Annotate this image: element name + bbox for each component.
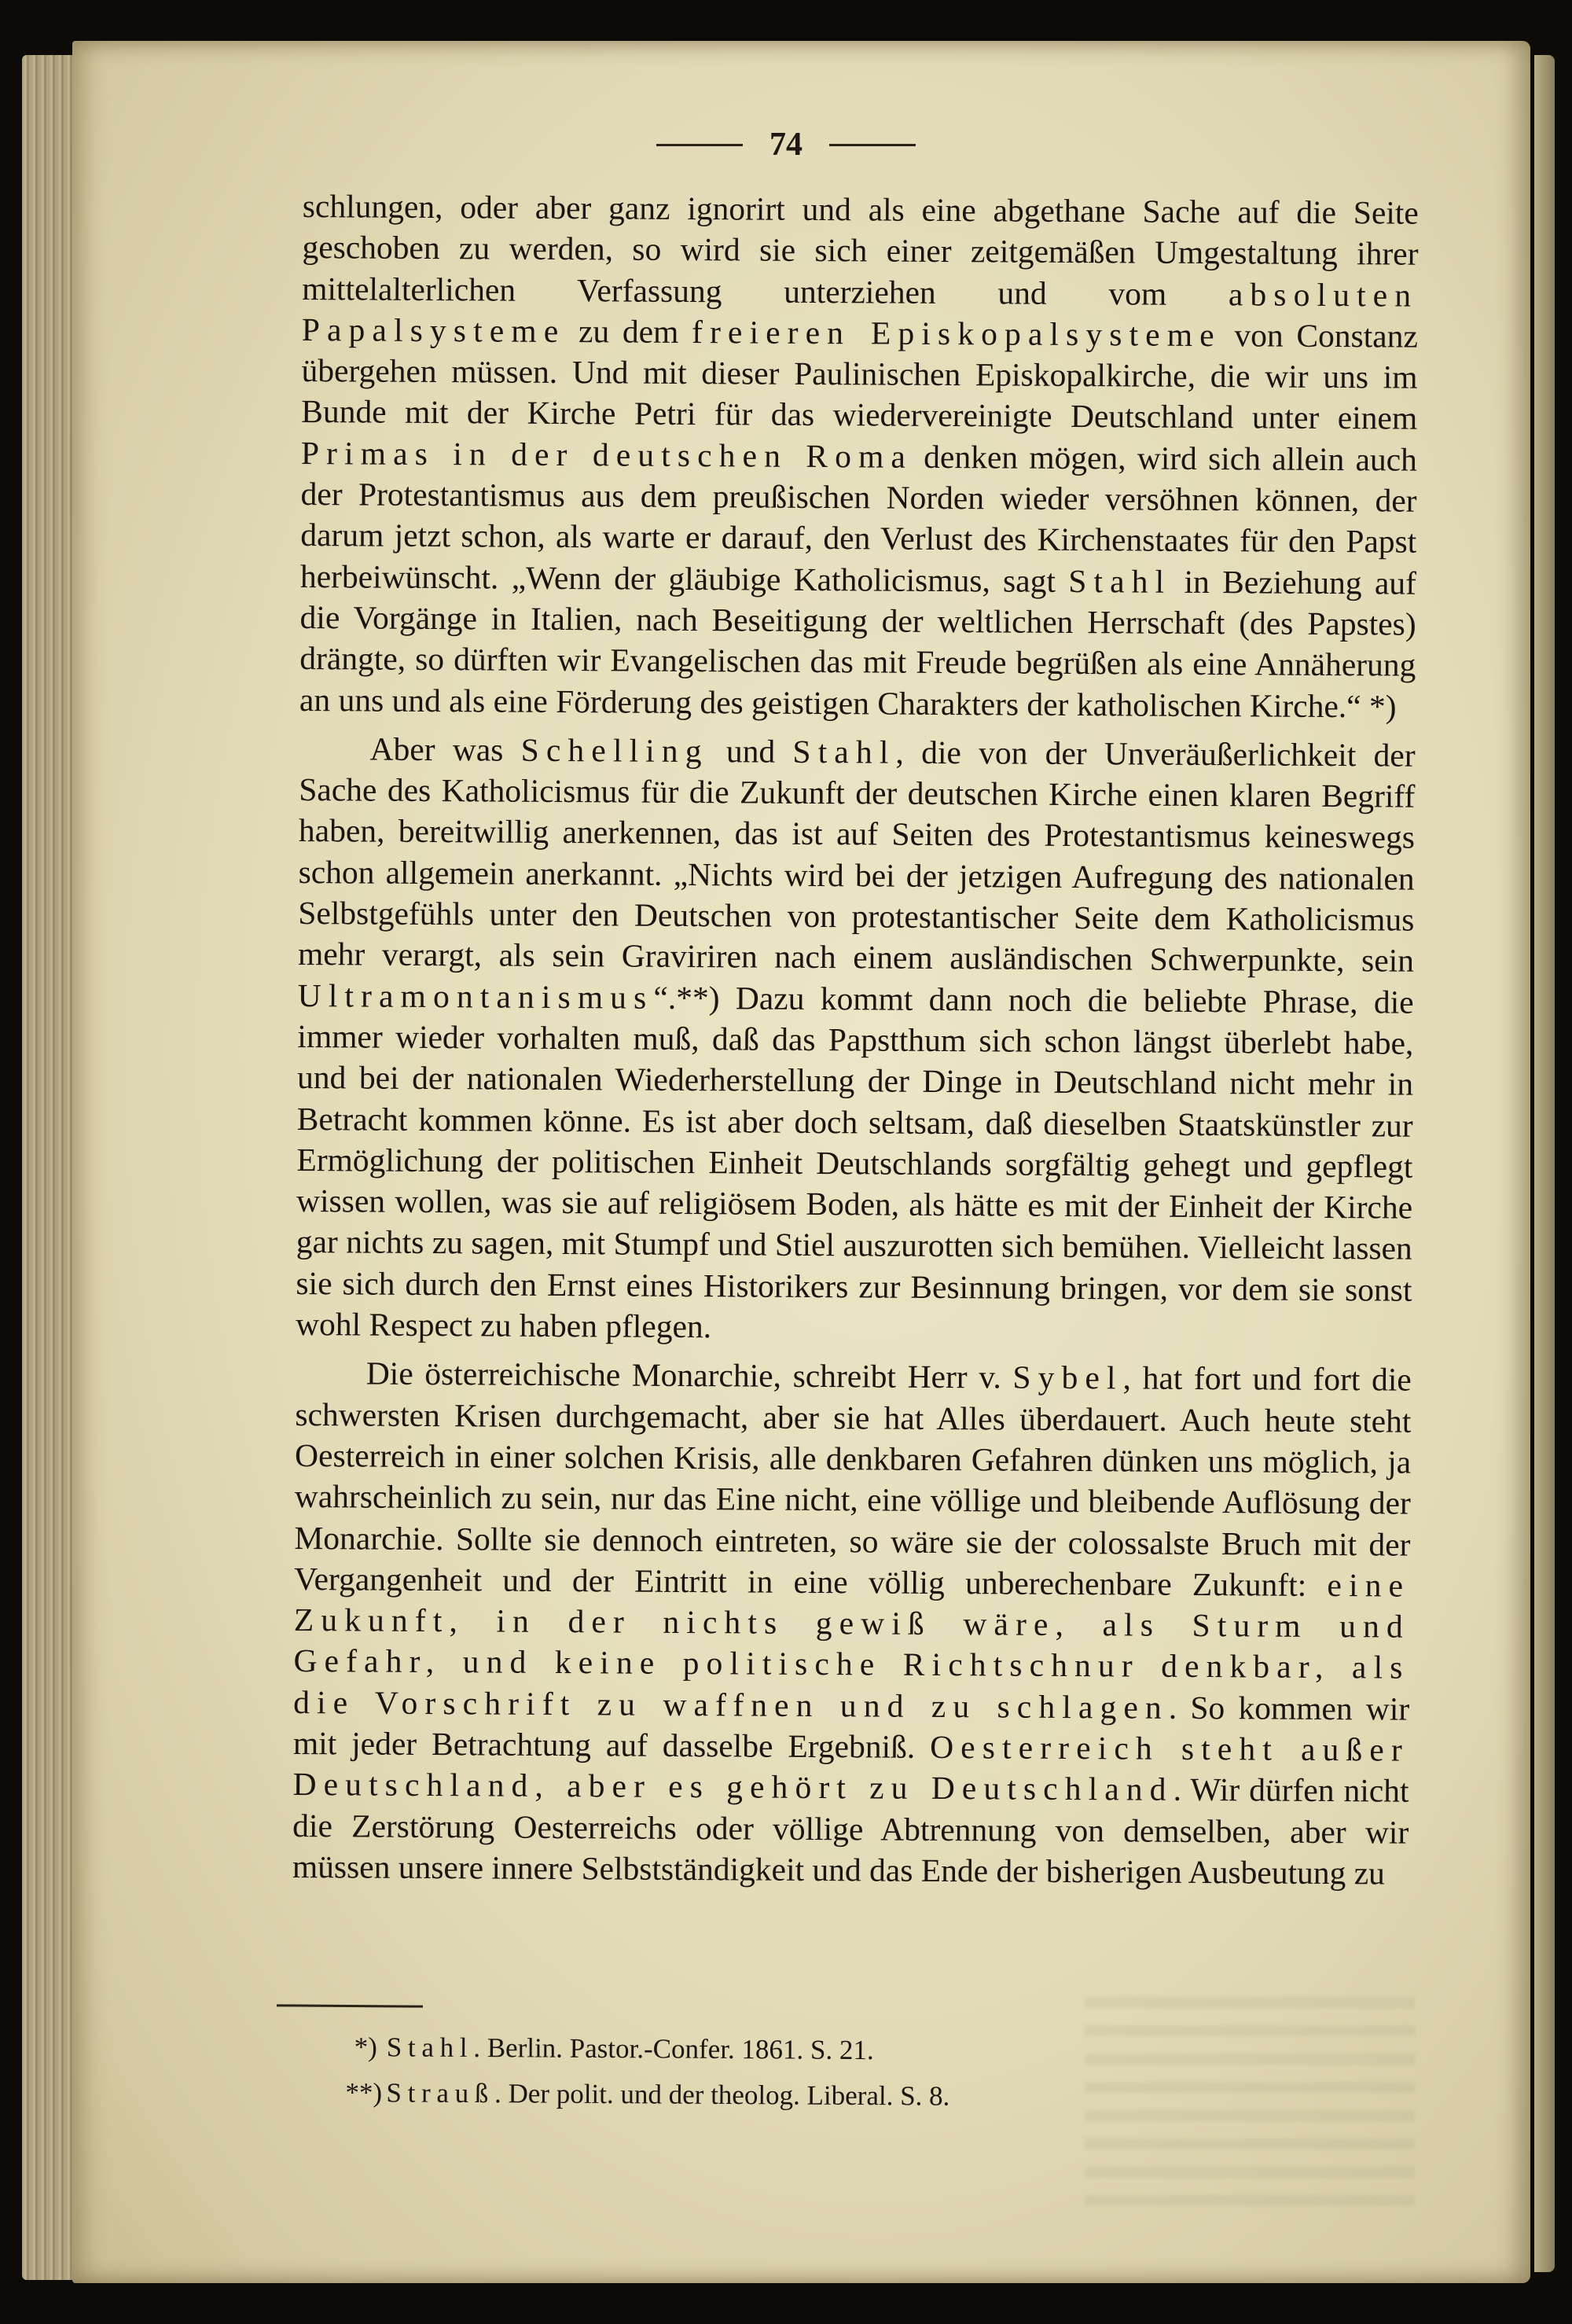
page-number: 74: [769, 127, 803, 163]
emphasized-text: Ultramontanismus: [297, 976, 654, 1016]
page-edges: [22, 55, 77, 2280]
text-segment: Aber was: [369, 730, 521, 768]
emphasized-text: Sybel: [1012, 1359, 1123, 1396]
paragraph: [299, 186, 1419, 727]
footnote: [345, 2070, 1210, 2121]
footnote-citation: . Der polit. und der theolog. Liberal. S. 8.: [494, 2078, 950, 2112]
text-segment: “.**) Dazu kommt dann noch die beliebte Phrase, die immer wieder vorhalten muß, daß das Papstthum sich schon längst überlebt habe, und bei der nationalen Wiederherstellung der Dinge in Deutschland nicht mehr in Betracht kommen könne. Es ist aber doch seltsam, daß dieselben Staatskünstler zur Ermöglichung der politischen Einheit Deutschlands sorgfältig gehegt und gepflegt wissen wollen, was sie auf religiösem Boden, als hätte es mit der Einheit der Kirche gar nichts zu sagen, mit Stumpf und Stiel auszurotten sich bemühen. Vielleicht lassen sie sich durch den Ernst eines Historikers zur Besinnung bringen, vor dem sie sonst wohl Respect zu haben pflegen.: [296, 979, 1414, 1345]
page-header: [0, 126, 1572, 164]
text-segment: . So kommen wir mit jeder Betrachtung auf dasselbe Ergebniß.: [292, 1689, 1410, 1765]
body-text: [292, 186, 1419, 1894]
text-segment: von Constanz übergehen müssen. Und mit dieser Paulinischen Episkopalkirche, die wir uns im Bunde mit der Kirche Petri für das wiedervereinigte Deutschland unter einem: [301, 317, 1418, 437]
text-segment: schlungen, oder aber ganz ignorirt und als eine abgethane Sache auf die Seite geschoben zu werden, so wird sie sich einer zeitgemäßen Umgestaltung ihrer mittelalterlichen Verfassung unterziehen und vom: [302, 187, 1419, 312]
paragraph: [292, 1352, 1412, 1894]
text-segment: , hat fort und fort die schwersten Krisen durchgemacht, aber sie hat Alles überdauert. Auch heute steht Oesterreich in einer solchen Krisis, alle denkbaren Gefahren dünken uns möglich, ja wahrscheinlich zu sein, nur das Eine nicht, eine völlige und bleibende Auflösung der Monarchie. Sollte sie dennoch eintreten, so wäre sie der colossalste Bruch mit der Vergangenheit und der Eintritt in eine völlig unberechenbare Zukunft:: [294, 1359, 1412, 1603]
footnotes: [345, 2024, 1210, 2121]
text-segment: zu dem: [565, 312, 692, 350]
footnote-author: Strauß: [386, 2077, 495, 2109]
text-segment: in Beziehung auf die Vorgänge in Italien, nach Beseitigung der weltlichen Herrschaft (des Papstes) drängte, so dürften wir Evangelischen das mit Freude begrüßen als eine Annäherung an uns und als eine Förderung des geistigen Charakters der katholischen Kirche.“ *): [299, 563, 1417, 725]
header-rule-right: [829, 144, 916, 146]
emphasized-text: Schelling: [520, 731, 709, 770]
emphasized-text: Stahl: [792, 733, 896, 770]
emphasized-text: Primas in der deutschen Roma: [300, 434, 913, 475]
text-segment: denken mögen, wird sich allein auch der Protestantismus aus dem preußischen Norden wieder versöhnen können, der darum jetzt schon, als warte er darauf, den Verlust des Kirchenstaates für den Papst herbeiwünscht. „Wenn der gläubige Katholicismus, sagt: [299, 438, 1418, 599]
paragraph: [296, 728, 1416, 1351]
header-rule-left: [656, 144, 743, 146]
emphasized-text: Stahl: [1068, 562, 1172, 600]
emphasized-text: Oesterreich steht außer Deutschland, aber es gehört zu Deutschland: [292, 1728, 1410, 1808]
footnote-author: Stahl: [386, 2032, 474, 2063]
emphasized-text: absoluten Papalsysteme: [301, 275, 1419, 349]
footnote: [346, 2024, 1210, 2076]
text-segment: , die von der Unveräußerlichkeit der Sache des Katholicismus für die Zukunft der deutschen Kirche einen klaren Begriff haben, bereitwillig anerkennen, das ist auf Seiten des Protestantismus keineswegs schon allgemein anerkannt. „Nichts wird bei der jetzigen Aufregung des nationalen Selbstgefühls unter den Deutschen von protestantischer Seite dem Katholicismus mehr verargt, als sein Graviriren nach einem ausländischen Schwerpunkte, sein: [297, 734, 1416, 979]
footnote-mark: *): [354, 2032, 377, 2063]
emphasized-text: eine Zukunft, in der nichts gewiß wäre, als Sturm und Gefahr, und keine politische Richtschnur denkbar, als die Vorschrift zu waffnen und zu schlagen: [293, 1566, 1411, 1726]
emphasized-text: freieren Episkopalsysteme: [691, 313, 1221, 354]
page-right-edge: [1534, 55, 1555, 2272]
text-segment: . Wir dürfen nicht die Zerstörung Oesterreichs oder völlige Abtrennung von demselben, aber wir müssen unsere innere Selbstständigkeit und das Ende der bisherigen Ausbeutung zu: [292, 1771, 1409, 1892]
footnote-citation: . Berlin. Pastor.-Confer. 1861. S. 21.: [473, 2032, 874, 2066]
text-segment: und: [708, 733, 793, 770]
footnote-mark: **): [345, 2076, 383, 2109]
text-segment: Die österreichische Monarchie, schreibt Herr v.: [365, 1355, 1013, 1396]
